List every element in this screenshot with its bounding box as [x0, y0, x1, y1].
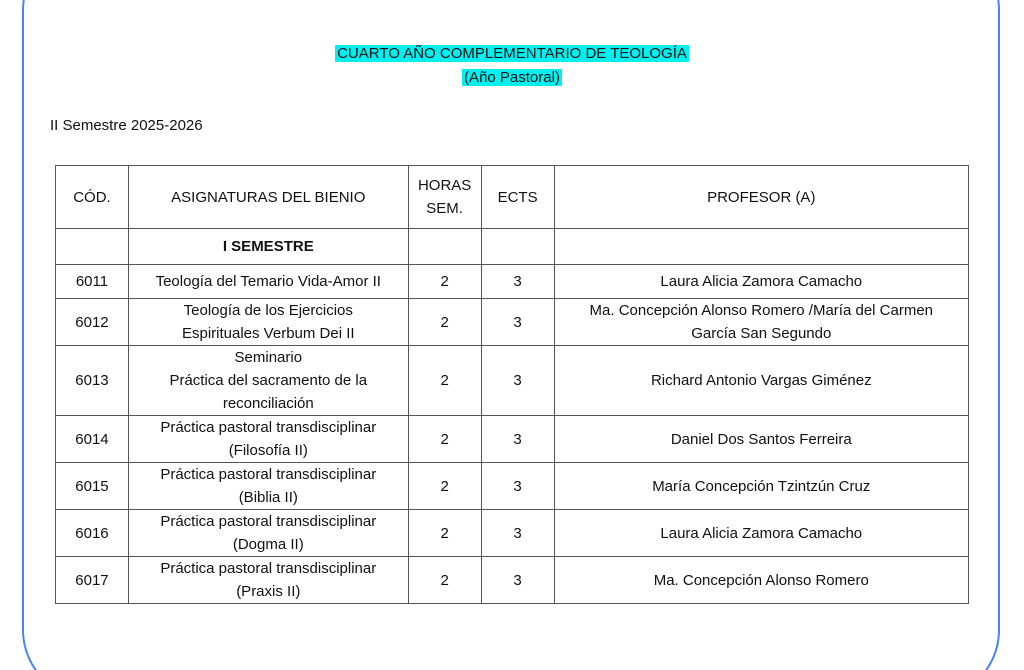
header-code: CÓD.: [56, 166, 129, 229]
course-subject: Teología de los Ejercicios Espirituales Verbum Dei II: [128, 299, 408, 346]
course-subject: Seminario Práctica del sacramento de la reconciliación: [128, 346, 408, 416]
course-hours: 2: [408, 346, 481, 416]
course-ects: 3: [481, 463, 554, 510]
table-row: [56, 557, 969, 604]
course-ects: 3: [481, 557, 554, 604]
course-subject: Teología del Temario Vida-Amor II: [128, 265, 408, 299]
header-subject: ASIGNATURAS DEL BIENIO: [128, 166, 408, 229]
course-ects: 3: [481, 416, 554, 463]
course-hours: 2: [408, 416, 481, 463]
table-row: [56, 265, 969, 299]
course-professor: Laura Alicia Zamora Camacho: [554, 510, 968, 557]
course-professor: Ma. Concepción Alonso Romero: [554, 557, 968, 604]
course-code: 6012: [56, 299, 129, 346]
header-hours: HORAS SEM.: [408, 166, 481, 229]
courses-table: [55, 165, 969, 604]
course-hours: 2: [408, 463, 481, 510]
course-code: 6017: [56, 557, 129, 604]
table-row: [56, 416, 969, 463]
course-code: 6014: [56, 416, 129, 463]
table-row: [56, 299, 969, 346]
title-block: [0, 42, 1024, 90]
table-row: [56, 510, 969, 557]
table-header-row: [56, 166, 969, 229]
course-professor: Daniel Dos Santos Ferreira: [554, 416, 968, 463]
course-professor: María Concepción Tzintzún Cruz: [554, 463, 968, 510]
document-subtitle: (Año Pastoral): [464, 69, 560, 86]
course-ects: 3: [481, 265, 554, 299]
course-code: 6011: [56, 265, 129, 299]
course-professor: Laura Alicia Zamora Camacho: [554, 265, 968, 299]
header-ects: ECTS: [481, 166, 554, 229]
course-subject: Práctica pastoral transdisciplinar (Biblia II): [128, 463, 408, 510]
header-professor: PROFESOR (A): [554, 166, 968, 229]
course-code: 6016: [56, 510, 129, 557]
table-row: [56, 463, 969, 510]
course-subject: Práctica pastoral transdisciplinar (Dogma II): [128, 510, 408, 557]
course-ects: 3: [481, 299, 554, 346]
course-professor: Richard Antonio Vargas Giménez: [554, 346, 968, 416]
course-ects: 3: [481, 510, 554, 557]
section-row: [56, 229, 969, 265]
course-subject: Práctica pastoral transdisciplinar (Praxis II): [128, 557, 408, 604]
section-label: I SEMESTRE: [222, 238, 314, 255]
course-hours: 2: [408, 510, 481, 557]
course-ects: 3: [481, 346, 554, 416]
course-professor: Ma. Concepción Alonso Romero /María del Carmen García San Segundo: [554, 299, 968, 346]
document-title: CUARTO AÑO COMPLEMENTARIO DE TEOLOGÍA: [337, 45, 687, 62]
course-subject: Práctica pastoral transdisciplinar (Filosofía II): [128, 416, 408, 463]
table-row: [56, 346, 969, 416]
course-code: 6013: [56, 346, 129, 416]
course-hours: 2: [408, 265, 481, 299]
course-code: 6015: [56, 463, 129, 510]
course-hours: 2: [408, 557, 481, 604]
semester-label: II Semestre 2025-2026: [50, 117, 203, 134]
course-hours: 2: [408, 299, 481, 346]
